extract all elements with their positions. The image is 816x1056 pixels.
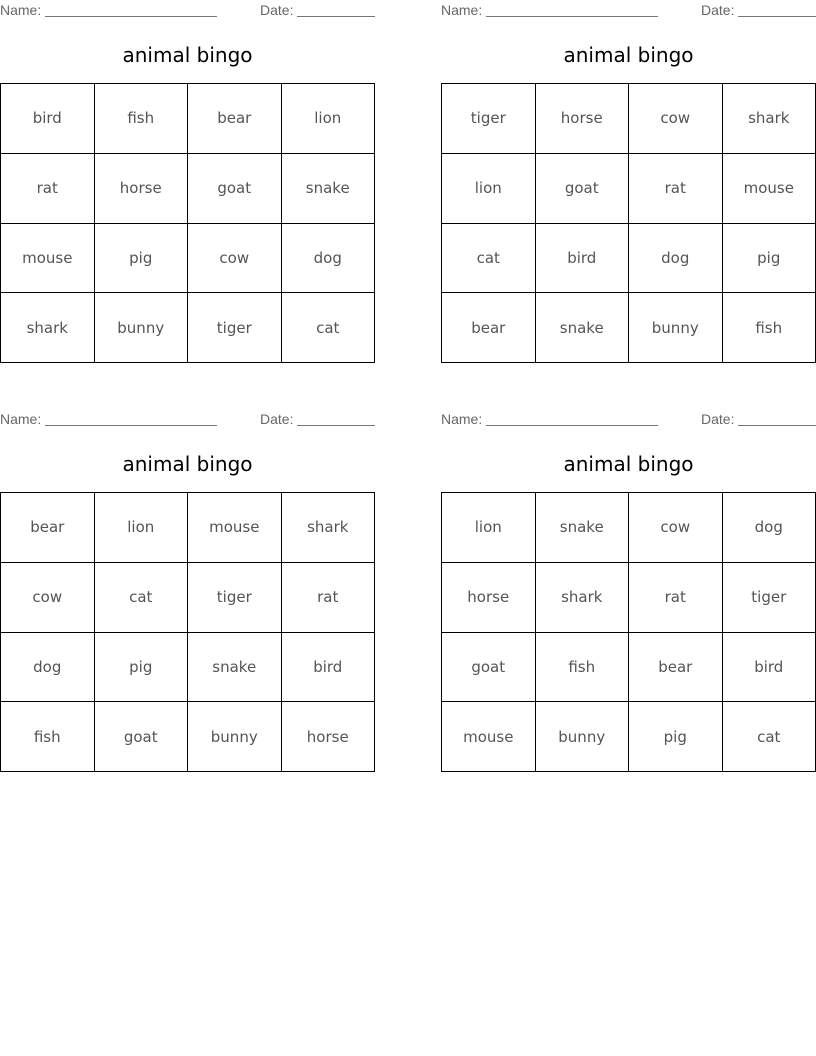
card-title: animal bingo (122, 452, 253, 476)
bingo-card (441, 409, 816, 769)
name-date-row (441, 0, 816, 20)
bingo-cell: tiger (723, 563, 816, 633)
bingo-cell: rat (282, 563, 376, 633)
bingo-cell: bear (442, 293, 536, 363)
bingo-cell: bunny (95, 293, 189, 363)
name-field-line (45, 425, 217, 426)
name-label: Name: (441, 2, 483, 18)
name-label: Name: (0, 411, 42, 427)
bingo-cell: bird (282, 633, 376, 703)
bingo-cell: bird (1, 84, 95, 154)
bingo-cell: cow (629, 493, 723, 563)
bingo-cell: bird (536, 224, 630, 294)
bingo-cell: cow (188, 224, 282, 294)
bingo-cell: rat (629, 563, 723, 633)
date-label: Date: (701, 411, 735, 427)
bingo-cell: horse (282, 702, 376, 772)
bingo-cell: horse (536, 84, 630, 154)
bingo-cell: goat (95, 702, 189, 772)
bingo-cell: horse (442, 563, 536, 633)
bingo-cell: rat (629, 154, 723, 224)
name-label: Name: (0, 2, 42, 18)
bingo-cell: bunny (536, 702, 630, 772)
bingo-cell: cat (442, 224, 536, 294)
bingo-cell: cat (282, 293, 376, 363)
bingo-cell: pig (95, 633, 189, 703)
bingo-cell: pig (95, 224, 189, 294)
bingo-cell: snake (188, 633, 282, 703)
bingo-cell: tiger (188, 293, 282, 363)
bingo-cell: rat (1, 154, 95, 224)
bingo-cell: bear (1, 493, 95, 563)
card-title: animal bingo (563, 43, 694, 67)
bingo-card (0, 0, 375, 360)
bingo-cell: bird (723, 633, 816, 703)
date-label: Date: (260, 2, 294, 18)
bingo-cell: lion (442, 493, 536, 563)
bingo-cell: cat (723, 702, 816, 772)
bingo-cell: snake (536, 493, 630, 563)
bingo-cell: bear (629, 633, 723, 703)
name-field-line (486, 16, 658, 17)
date-field-line (297, 16, 375, 17)
bingo-cell: dog (629, 224, 723, 294)
bingo-cell: horse (95, 154, 189, 224)
bingo-cell: shark (723, 84, 816, 154)
bingo-cell: goat (188, 154, 282, 224)
card-title: animal bingo (122, 43, 253, 67)
bingo-cell: shark (1, 293, 95, 363)
bingo-cell: pig (629, 702, 723, 772)
bingo-cell: shark (536, 563, 630, 633)
bingo-cell: lion (442, 154, 536, 224)
date-field-line (738, 425, 816, 426)
bingo-grid (0, 492, 375, 772)
bingo-cell: fish (723, 293, 816, 363)
name-date-row (0, 0, 375, 20)
bingo-cell: fish (95, 84, 189, 154)
bingo-card (0, 409, 375, 769)
bingo-cell: dog (282, 224, 376, 294)
bingo-cell: fish (536, 633, 630, 703)
name-date-row (0, 409, 375, 429)
bingo-cell: snake (282, 154, 376, 224)
name-field-line (486, 425, 658, 426)
bingo-cell: mouse (723, 154, 816, 224)
bingo-card (441, 0, 816, 360)
bingo-cell: dog (1, 633, 95, 703)
bingo-cell: cat (95, 563, 189, 633)
date-field-line (738, 16, 816, 17)
bingo-cell: dog (723, 493, 816, 563)
name-field-line (45, 16, 217, 17)
bingo-cell: mouse (442, 702, 536, 772)
date-field-line (297, 425, 375, 426)
bingo-cell: goat (536, 154, 630, 224)
name-label: Name: (441, 411, 483, 427)
bingo-cell: cow (629, 84, 723, 154)
bingo-grid (441, 83, 816, 363)
bingo-cell: tiger (442, 84, 536, 154)
date-label: Date: (701, 2, 735, 18)
bingo-cell: lion (282, 84, 376, 154)
bingo-cell: cow (1, 563, 95, 633)
bingo-grid (441, 492, 816, 772)
bingo-grid (0, 83, 375, 363)
date-label: Date: (260, 411, 294, 427)
bingo-cell: bunny (629, 293, 723, 363)
bingo-cell: lion (95, 493, 189, 563)
name-date-row (441, 409, 816, 429)
bingo-cell: goat (442, 633, 536, 703)
bingo-cell: mouse (188, 493, 282, 563)
bingo-cell: snake (536, 293, 630, 363)
bingo-cell: pig (723, 224, 816, 294)
bingo-cell: tiger (188, 563, 282, 633)
bingo-cell: bunny (188, 702, 282, 772)
bingo-cell: bear (188, 84, 282, 154)
bingo-cell: fish (1, 702, 95, 772)
bingo-cell: mouse (1, 224, 95, 294)
bingo-cell: shark (282, 493, 376, 563)
card-title: animal bingo (563, 452, 694, 476)
